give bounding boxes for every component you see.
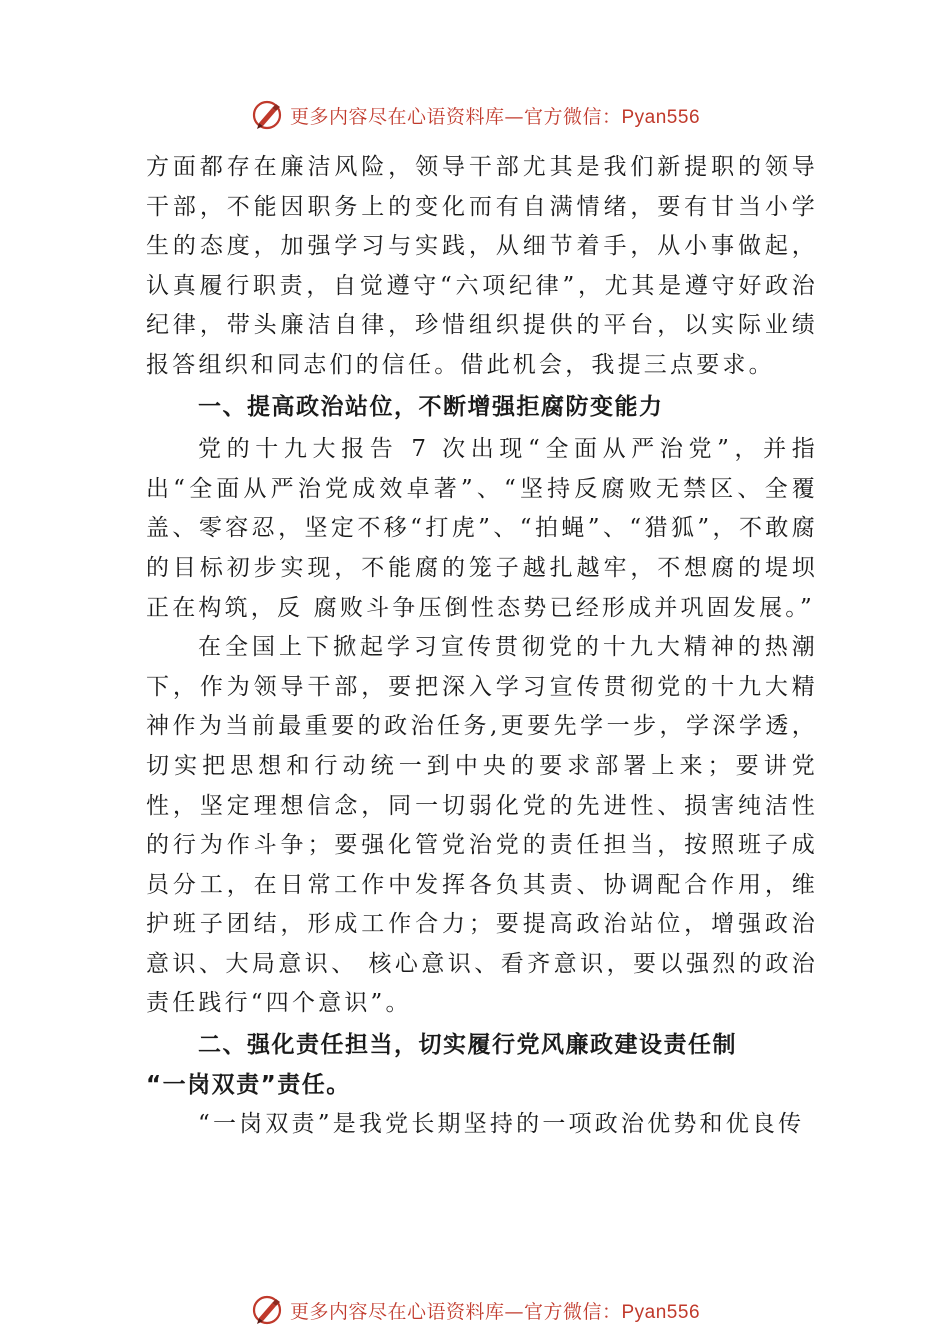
header-wechat-id: Pyan556 (621, 106, 701, 128)
paragraph-4: “一岗双责”是我党长期坚持的一项政治优势和优良传 (198, 1111, 805, 1138)
header-text: 更多内容尽在心语资料库—官方微信： (289, 105, 622, 128)
pen-logo-icon (250, 1293, 284, 1327)
section-heading-1: 一、提高政治站位，不断增强拒腐防变能力 (198, 393, 664, 420)
document-body (146, 148, 818, 1145)
section-heading-2-line-2: “一岗双责”责任。 (146, 1071, 351, 1098)
paragraph-2: 党的十九大报告 7 次出现“全面从严治党”，并指出“全面从严治党成效卓著”、“坚持反腐败无禁区、全覆盖、零容忍，坚定不移“打虎”、“拍蝇”、“猎狐”，不敢腐的目标初步实现，不能腐的笼子越扎越牢，不想腐的堤坝正在构筑，反 腐败斗争压倒性态势已经形成并巩固发展。” (146, 436, 818, 621)
pen-logo-icon (250, 98, 284, 132)
paragraph-3: 在全国上下掀起学习宣传贯彻党的十九大精神的热潮下，作为领导干部，要把深入学习宣传贯彻党的十九大精神作为当前最重要的政治任务,更要先学一步，学深学透，切实把思想和行动统一到中央的要求部署上来；要讲党性，坚定理想信念，同一切弱化党的先进性、损害纯洁性的行为作斗争；要强化管党治党的责任担当，按照班子成员分工，在日常工作中发挥各负其责、协调配合作用，维护班子团结，形成工作合力；要提高政治站位，增强政治意识、大局意识、 核心意识、看齐意识，要以强烈的政治责任践行“四个意识”。 (146, 634, 818, 1017)
footer-text: 更多内容尽在心语资料库—官方微信： (289, 1300, 622, 1323)
section-heading-2-line-1: 二、强化责任担当，切实履行党风廉政建设责任制 (198, 1032, 737, 1059)
footer-wechat-id: Pyan556 (621, 1301, 701, 1323)
section-heading-2 (146, 1026, 818, 1105)
footer-banner (0, 1290, 950, 1330)
header-banner (0, 95, 950, 135)
paragraph-1: 方面都存在廉洁风险，领导干部尤其是我们新提职的领导干部，不能因职务上的变化而有自满情绪，要有甘当小学生的态度，加强学习与实践，从细节着手，从小事做起，认真履行职责，自觉遵守“六项纪律”，尤其是遵守好政治纪律，带头廉洁自律，珍惜组织提供的平台，以实际业绩报答组织和同志们的信任。借此机会，我提三点要求。 (146, 154, 818, 378)
